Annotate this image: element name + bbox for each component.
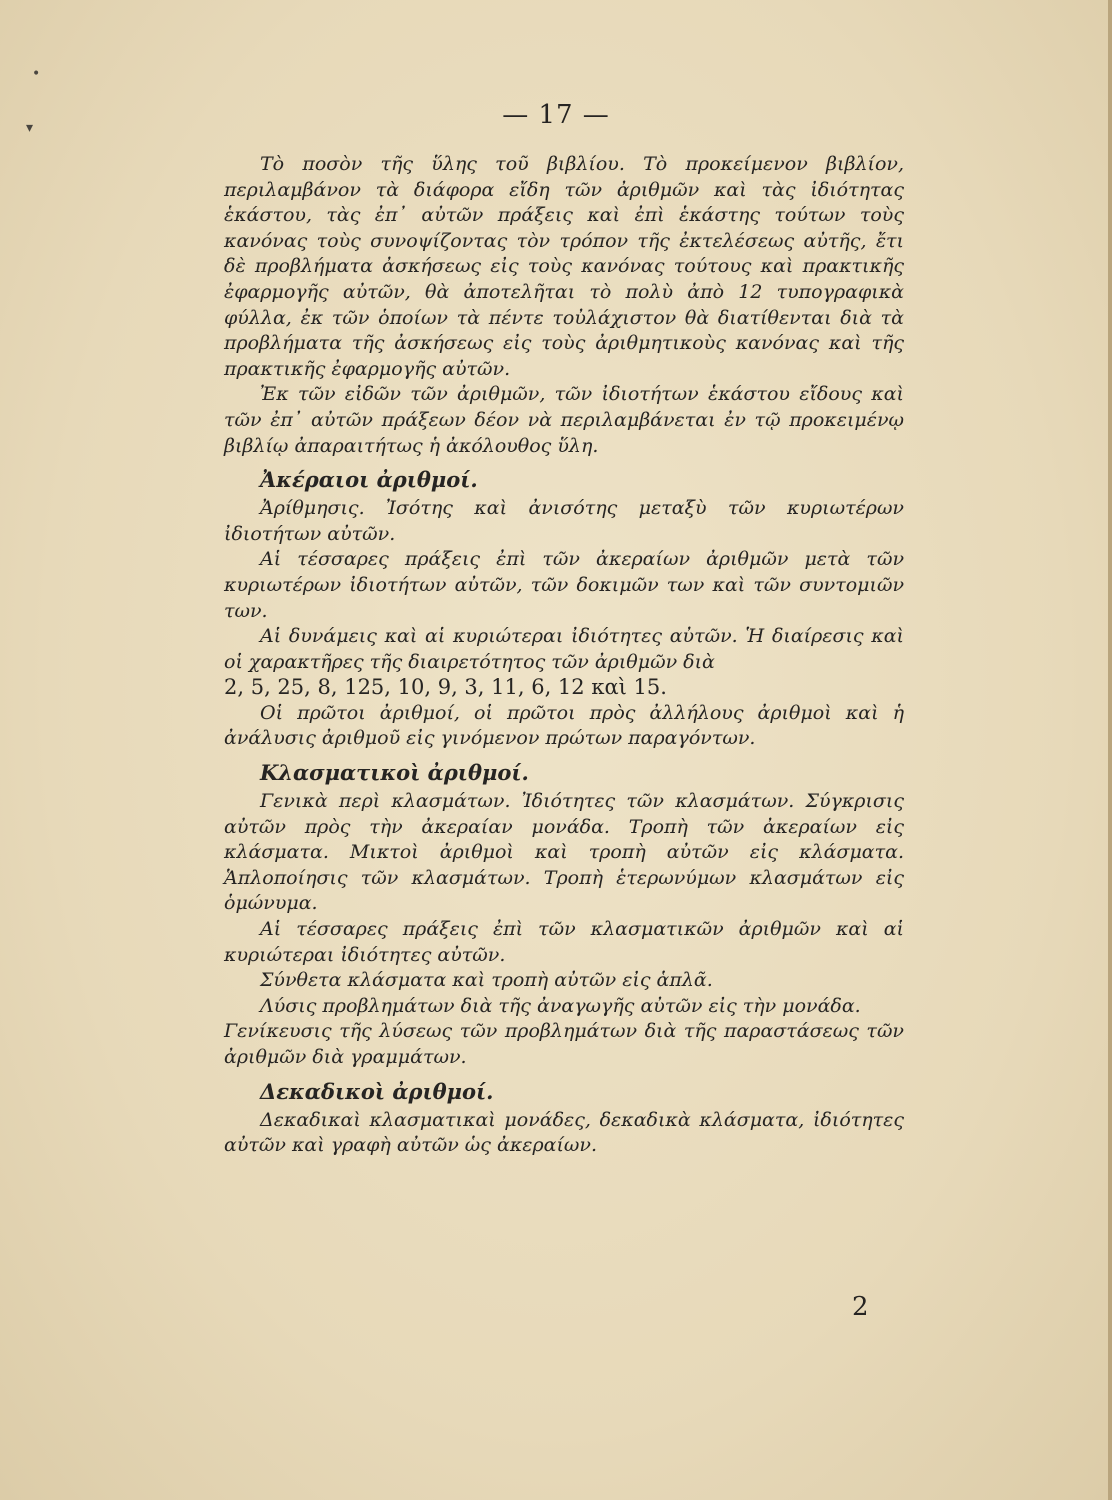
divisibility-list: 2, 5, 25, 8, 125, 10, 9, 3, 11, 6, 12 καὶ 15.	[224, 675, 667, 700]
section-item: Λύσις προβλημάτων διὰ τῆς ἀναγωγῆς αὐτῶν εἰς τὴν μονάδα.	[260, 994, 861, 1017]
section-item: Γενίκευσις τῆς λύσεως τῶν προβλημάτων διὰ τῆς παραστάσεως τῶν ἀριθμῶν διὰ γραμμάτων.	[224, 1020, 904, 1068]
margin-tick: ▾	[26, 120, 34, 136]
paragraph: Ἐκ τῶν εἰδῶν τῶν ἀριθμῶν, τῶν ἰδιοτήτων ἑκάστου εἴδους καὶ τῶν ἐπ᾿ αὐτῶν πράξεων δέον νὰ περιλαμβάνεται ἐν τῷ προκειμένῳ βιβλίῳ ἀπαραιτήτως ἡ ἀκόλουθος ὕλη.	[224, 383, 904, 457]
section-heading-integers: Ἀκέραιοι ἀριθμοί.	[260, 467, 478, 493]
section-item: Δεκαδικαὶ κλασματικαὶ μονάδες, δεκαδικὰ κλάσματα, ἰδιότητες αὐτῶν καὶ γραφὴ αὐτῶν ὡς ἀκεραίων.	[224, 1108, 904, 1157]
body-text	[224, 152, 904, 1159]
section-item: Οἱ πρῶτοι ἀριθμοί, οἱ πρῶτοι πρὸς ἀλλήλους ἀριθμοὶ καὶ ἡ ἀνάλυσις ἀριθμοῦ εἰς γινόμενον πρώτων παραγόντων.	[224, 701, 904, 750]
margin-dot: •	[32, 66, 41, 82]
section-item: Αἱ τέσσαρες πράξεις ἐπὶ τῶν ἀκεραίων ἀριθμῶν μετὰ τῶν κυριωτέρων ἰδιοτήτων αὐτῶν, τῶν δοκιμῶν των καὶ τῶν συντομιῶν των.	[224, 548, 904, 622]
page-number: — 17 —	[502, 100, 610, 130]
section-item: Γενικὰ περὶ κλασμάτων. Ἰδιότητες τῶν κλασμάτων. Σύγκρισις αὐτῶν πρὸς τὴν ἀκεραίαν μονάδα. Τροπὴ τῶν ἀκεραίων εἰς κλάσματα. Μικτοὶ ἀριθμοὶ καὶ τροπὴ αὐτῶν εἰς κλάσματα. Ἁπλοποίησις τῶν κλασμάτων. Τροπὴ ἑτερωνύμων κλασμάτων εἰς ὁμώνυμα.	[224, 790, 904, 915]
section-item: Ἀρίθμησις. Ἰσότης καὶ ἀνισότης μεταξὺ τῶν κυριωτέρων ἰδιοτήτων αὐτῶν.	[224, 497, 904, 545]
paragraph: Τὸ ποσὸν τῆς ὕλης τοῦ βιβλίου. Τὸ προκείμενον βιβλίον, περιλαμβάνον τὰ διάφορα εἴδη τῶν ἀριθμῶν καὶ τὰς ἰδιότητας ἑκάστου, τὰς ἐπ᾿ αὐτῶν πράξεις καὶ ἐπὶ ἑκάστης τούτων τοὺς κανόνας τοὺς συνοψίζοντας τὸν τρόπον τῆς ἐκτελέσεως αὐτῆς, ἔτι δὲ προβλήματα ἀσκήσεως εἰς τοὺς κανόνας τούτους καὶ πρακτικῆς ἐφαρμογῆς αὐτῶν, θὰ ἀποτελῆται τὸ πολὺ ἀπὸ 12 τυπογραφικὰ φύλλα, ἐκ τῶν ὁποίων τὰ πέντε τοὐλάχιστον θὰ διατίθενται διὰ τὰ προβλήματα τῆς ἀσκήσεως εἰς τοὺς ἀριθμητικοὺς κανόνας καὶ τῆς πρακτικῆς ἐφαρμογῆς αὐτῶν.	[224, 153, 904, 380]
section-item: Αἱ δυνάμεις καὶ αἱ κυριώτεραι ἰδιότητες αὐτῶν. Ἡ διαίρεσις καὶ οἱ χαρακτῆρες τῆς διαιρετότητος τῶν ἀριθμῶν διὰ	[224, 625, 904, 673]
section-item: Σύνθετα κλάσματα καὶ τροπὴ αὐτῶν εἰς ἁπλᾶ.	[260, 969, 713, 992]
signature-number: 2	[852, 1292, 869, 1322]
section-item: Αἱ τέσσαρες πράξεις ἐπὶ τῶν κλασματικῶν ἀριθμῶν καὶ αἱ κυριώτεραι ἰδιότητες αὐτῶν.	[224, 918, 904, 966]
section-heading-decimals: Δεκαδικοὶ ἀριθμοί.	[260, 1078, 494, 1104]
section-heading-fractions: Κλασματικοὶ ἀριθμοί.	[260, 760, 529, 786]
page-edge	[1108, 0, 1112, 1500]
